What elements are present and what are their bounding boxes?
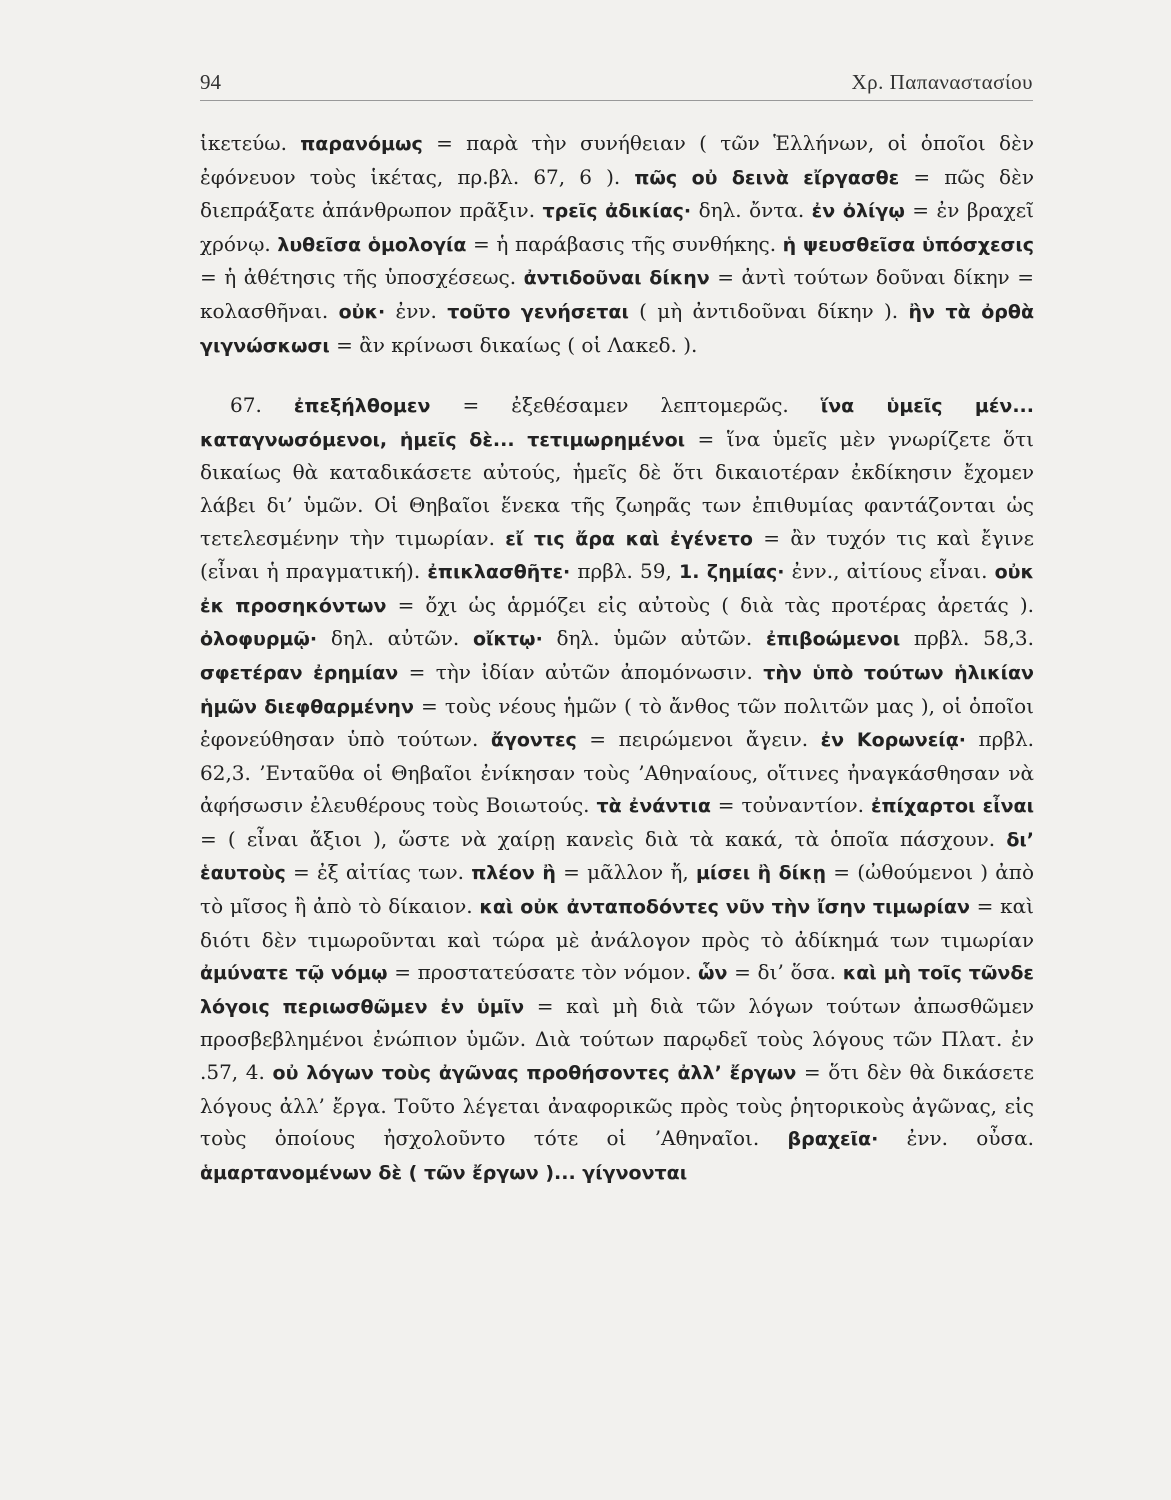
lemma-term: σφετέραν ἐρημίαν: [200, 661, 399, 684]
lemma-term: παρανόμως: [300, 133, 423, 155]
lemma-term: ἐπικλασθῆτε·: [427, 561, 571, 584]
gloss-text: = πῶς δὲν διεπράξατε ἀπάνθρωπον πρᾶξιν.: [200, 164, 1034, 223]
gloss-text: = ἂν τυχόν τις καὶ ἔγινε (εἶναι ἡ πραγματική).: [200, 525, 1035, 584]
paragraph: [200, 389, 1034, 1189]
lemma-term: ἐν ὀλίγῳ: [811, 200, 905, 223]
lemma-term: τρεῖς ἀδικίας·: [542, 200, 692, 223]
lemma-term: καὶ οὐκ ἀνταποδόντες νῦν τὴν ἴσην τιμωρίαν: [479, 896, 970, 919]
lemma-term: ἄγοντες: [490, 729, 577, 752]
gloss-text: δηλ. ὄντα.: [691, 198, 812, 223]
gloss-text: ἐνν. οὖσα.: [878, 1126, 1034, 1151]
gloss-text: = ἐν βραχεῖ χρόνῳ.: [200, 198, 1034, 256]
gloss-text: ἱκετεύω.: [200, 131, 301, 155]
lemma-term: τὰ ἐνάντια: [596, 795, 711, 818]
page-header: [200, 68, 1033, 101]
gloss-text: = ἡ παράβασις τῆς συνθήκης.: [466, 231, 783, 256]
gloss-text: πρβλ. 59,: [570, 559, 679, 584]
lemma-term: οἴκτῳ·: [472, 628, 543, 651]
lemma-term: ἁμαρτανομένων δὲ ( τῶν ἔργων )... γίγνονται: [200, 1161, 688, 1184]
lemma-term: μίσει ἢ δίκῃ: [695, 862, 827, 885]
gloss-text: = ὅτι δὲν θὰ δικάσετε λόγους ἀλλ’ ἔργα. Τοῦτο λέγεται ἀναφορικῶς πρὸς τοὺς ῥητορικοὺς ἀγῶνας, εἰς τοὺς ὁποίους ἠσχολοῦντο τότε οἱ ’Αθηναῖοι.: [200, 1060, 1034, 1151]
lemma-term: ἐν Κορωνείᾳ·: [820, 729, 966, 752]
gloss-text: = προστατεύσατε τὸν νόμον.: [387, 960, 698, 985]
lemma-term: ἀμύνατε τῷ νόμῳ: [200, 962, 388, 985]
lemma-term: τὴν ὑπὸ τούτων ἡλικίαν ἡμῶν διεφθαρμένην: [200, 661, 1034, 718]
gloss-text: = ἵνα ὑμεῖς μὲν γνωρίζετε ὅτι δικαίως θὰ καταδικάσετε αὐτούς, ἡμεῖς δὲ ὅτι δικαιοτέραν ἐκδίκησιν ἔχομεν λάβει δι’ ὑμῶν. Οἱ Θηβαῖοι ἕνεκα τῆς ζωηρᾶς των ἐπιθυμίας φαντάζονται ὡς τετελεσμένην τὴν τιμωρίαν.: [200, 426, 1034, 550]
lemma-term: βραχεῖα·: [787, 1128, 879, 1151]
gloss-text: πρβλ. 62,3. ’Ενταῦθα οἱ Θηβαῖοι ἐνίκησαν τοὺς ’Αθηναίους, οἵτινες ἠναγκάσθησαν νὰ ἀφήσωσιν ἐλευθέρους τοὺς Βοιωτούς.: [200, 727, 1034, 818]
gloss-text: = πειρώμενοι ἄγειν.: [576, 727, 821, 752]
gloss-text: = καὶ διότι δὲν τιμωροῦνται καὶ τώρα μὲ ἀνάλογον πρὸς τὸ ἀδίκημά των τιμωρίαν: [200, 894, 1034, 952]
gloss-text: 67.: [230, 393, 294, 418]
lemma-term: ἐπίχαρτοι εἶναι: [870, 795, 1035, 818]
gloss-text: = ἂν κρίνωσι δικαίως ( οἱ Λακεδ. ).: [329, 332, 698, 357]
lemma-term: δι’ ἑαυτοὺς: [200, 828, 1034, 885]
gloss-text: = τοὺς νέους ἡμῶν ( τὸ ἄνθος τῶν πολιτῶν μας ), οἱ ὁποῖοι ἐφονεύθησαν ὑπὸ τούτων.: [200, 693, 1034, 752]
lemma-term: ὀλοφυρμῷ·: [200, 628, 318, 651]
gloss-text: = τὴν ἰδίαν αὐτῶν ἀπομόνωσιν.: [398, 659, 764, 684]
gloss-text: δηλ. ὑμῶν αὐτῶν.: [542, 626, 766, 651]
lemma-term: τοῦτο γενήσεται: [447, 300, 629, 323]
lemma-term: πλέον ἢ: [471, 862, 556, 885]
running-title: Χρ. Παπαναστασίου: [851, 70, 1033, 94]
gloss-text: = ( εἶναι ἄξιοι ), ὥστε νὰ χαίρῃ κανεὶς διὰ τὰ κακά, τὰ ὁποῖα πάσχουν.: [200, 826, 1007, 851]
lemma-term: ἵνα ὑμεῖς μέν... καταγνωσόμενοι, ἡμεῖς δὲ... τετιμωρημένοι: [200, 395, 1034, 451]
gloss-text: δηλ. αὐτῶν.: [317, 626, 473, 651]
gloss-text: = ἐξεθέσαμεν λεπτομερῶς.: [430, 393, 821, 418]
gloss-text: = ἡ ἀθέτησις τῆς ὑποσχέσεως.: [200, 265, 524, 290]
lemma-term: οὐ λόγων τοὺς ἀγῶνας προθήσοντες ἀλλ’ ἔργων: [272, 1062, 797, 1085]
lemma-term: ἡ ψευσθεῖσα ὑπόσχεσις: [782, 233, 1034, 256]
paragraph: [200, 127, 1034, 362]
gloss-text: = (ὠθούμενοι ) ἀπὸ τὸ μῖσος ἢ ἀπὸ τὸ δίκαιον.: [200, 860, 1034, 919]
lemma-term: λυθεῖσα ὁμολογία: [277, 233, 467, 256]
lemma-term: οὐκ·: [338, 300, 386, 323]
gloss-text: = ἐξ αἰτίας των.: [285, 860, 472, 885]
gloss-text: = παρὰ τὴν συνήθειαν ( τῶν Ἑλλήνων, οἱ ὁποῖοι δὲν ἐφόνευον τοὺς ἱκέτας, πρ.βλ. 67, 6 ).: [200, 131, 1034, 189]
page-number: 94: [200, 70, 221, 94]
gloss-text: ( μὴ ἀντιδοῦναι δίκην ).: [628, 298, 909, 323]
gloss-text: = ὄχι ὡς ἁρμόζει εἰς αὐτοὺς ( διὰ τὰς προτέρας ἀρετάς ).: [386, 592, 1034, 617]
lemma-term: 1. ζημίας·: [679, 561, 785, 584]
lemma-term: πῶς οὐ δεινὰ εἴργασθε: [634, 166, 900, 189]
lemma-term: ἀντιδοῦναι δίκην: [523, 267, 710, 290]
lemma-term: εἴ τις ἄρα καὶ ἐγένετο: [505, 527, 753, 550]
lemma-term: ὧν: [698, 962, 728, 985]
gloss-text: πρβλ. 58,3.: [900, 626, 1034, 651]
gloss-text: = ἀντὶ τούτων δοῦναι δίκην = κολασθῆναι.: [200, 265, 1034, 323]
gloss-text: = μᾶλλον ἤ,: [555, 860, 696, 885]
lemma-term: ἢν τὰ ὀρθὰ γιγνώσκωσι: [200, 300, 1034, 357]
gloss-text: = τοὐναντίον.: [710, 793, 871, 818]
commentary-text: [200, 127, 1034, 1189]
lemma-term: οὐκ ἐκ προσηκόντων: [200, 561, 1034, 617]
gloss-text: = καὶ μὴ διὰ τῶν λόγων τούτων ἀπωσθῶμεν προσβεβλημένοι ἐνώπιον ὑμῶν. Διὰ τούτων παρῳδεῖ τοὺς λόγους τῶν Πλατ. ἐν .57, 4.: [200, 993, 1034, 1085]
lemma-term: ἐπιβοώμενοι: [765, 628, 901, 651]
gloss-text: ἐνν.: [385, 298, 448, 323]
gloss-text: = δι’ ὅσα.: [727, 960, 843, 985]
gloss-text: ἐνν., αἰτίους εἶναι.: [784, 559, 995, 584]
lemma-term: ἐπεξήλθομεν: [293, 395, 431, 418]
lemma-term: καὶ μὴ τοῖς τῶνδε λόγοις περιωσθῶμεν ἐν ὑμῖν: [200, 962, 1034, 1018]
